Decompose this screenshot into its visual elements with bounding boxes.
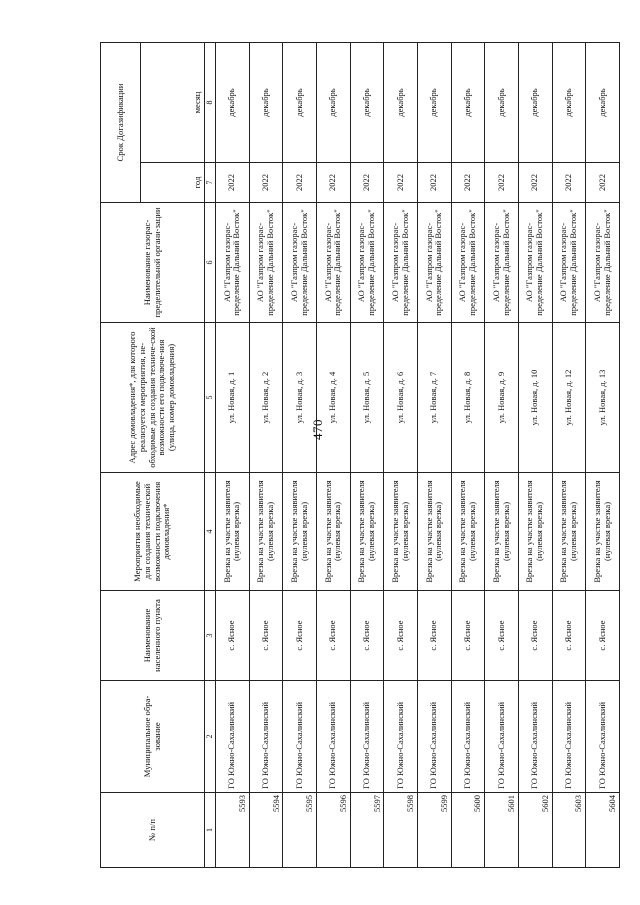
row-number: 5600 [451,793,485,868]
settlement-cell: с. Ясное [283,591,317,681]
column-index: 6 [205,203,216,323]
address-cell: ул. Новая, д. 8 [451,323,485,473]
year-cell: 2022 [384,163,418,203]
municipality-cell: ГО Южно-Сахалинский [216,681,250,793]
header-settlement: Наименование населенного пункта [101,591,205,681]
settlement-cell: с. Ясное [518,591,552,681]
year-cell: 2022 [451,163,485,203]
settlement-cell: с. Ясное [586,591,620,681]
column-index: 3 [205,591,216,681]
header-num: № п/п [101,793,205,868]
address-cell: ул. Новая, д. 1 [216,323,250,473]
municipality-cell: ГО Южно-Сахалинский [249,681,283,793]
row-number: 5603 [552,793,586,868]
table-row [586,43,620,868]
table-row [216,43,250,868]
year-cell: 2022 [216,163,250,203]
measure-cell: Врезка на участке заявителя (нулевая врезка) [350,473,384,591]
column-index: 4 [205,473,216,591]
table-row [249,43,283,868]
measure-cell: Врезка на участке заявителя (нулевая врезка) [283,473,317,591]
header-address: Адрес домовладения*, для которого реализуется мероприятия, не-обходимые для создания техниче-ской возможности его подключе-ния (улица, номер домовладения) [101,323,205,473]
gas-org-cell: АО "Газпром газорас-пределение Дальний Восток" [451,203,485,323]
gas-org-cell: АО "Газпром газорас-пределение Дальний Восток" [518,203,552,323]
settlement-cell: с. Ясное [316,591,350,681]
address-cell: ул. Новая, д. 7 [417,323,451,473]
month-cell: декабрь [451,43,485,163]
municipality-cell: ГО Южно-Сахалинский [552,681,586,793]
settlement-cell: с. Ясное [451,591,485,681]
month-cell: декабрь [283,43,317,163]
column-index: 7 [205,163,216,203]
measure-cell: Врезка на участке заявителя (нулевая врезка) [249,473,283,591]
month-cell: декабрь [350,43,384,163]
year-cell: 2022 [283,163,317,203]
measure-cell: Врезка на участке заявителя (нулевая врезка) [586,473,620,591]
row-number: 5598 [384,793,418,868]
measure-cell: Врезка на участке заявителя (нулевая врезка) [384,473,418,591]
gas-org-cell: АО "Газпром газорас-пределение Дальний Восток" [283,203,317,323]
municipality-cell: ГО Южно-Сахалинский [350,681,384,793]
measure-cell: Врезка на участке заявителя (нулевая врезка) [316,473,350,591]
settlement-cell: с. Ясное [249,591,283,681]
settlement-cell: с. Ясное [485,591,519,681]
month-cell: декабрь [485,43,519,163]
row-number: 5594 [249,793,283,868]
table-row [518,43,552,868]
table-row [417,43,451,868]
gas-org-cell: АО "Газпром газорас-пределение Дальний Восток" [384,203,418,323]
header-year: год [141,163,205,203]
column-index: 5 [205,323,216,473]
header-municipality: Муниципальное обра-зование [101,681,205,793]
header-org: Наименование газорас-пределительной органи-зации [101,203,205,323]
month-cell: декабрь [417,43,451,163]
settlement-cell: с. Ясное [552,591,586,681]
municipality-cell: ГО Южно-Сахалинский [586,681,620,793]
row-number: 5593 [216,793,250,868]
row-number: 5604 [586,793,620,868]
measure-cell: Врезка на участке заявителя (нулевая врезка) [417,473,451,591]
municipality-cell: ГО Южно-Сахалинский [283,681,317,793]
month-cell: декабрь [384,43,418,163]
table-row [552,43,586,868]
month-cell: декабрь [552,43,586,163]
municipality-cell: ГО Южно-Сахалинский [451,681,485,793]
table-row [316,43,350,868]
municipality-cell: ГО Южно-Сахалинский [518,681,552,793]
month-cell: декабрь [586,43,620,163]
year-cell: 2022 [552,163,586,203]
row-number: 5595 [283,793,317,868]
table-row [283,43,317,868]
measure-cell: Врезка на участке заявителя (нулевая врезка) [451,473,485,591]
year-cell: 2022 [417,163,451,203]
header-term: Срок Догазификации [101,43,141,203]
row-number: 5601 [485,793,519,868]
table-row [384,43,418,868]
gas-org-cell: АО "Газпром газорас-пределение Дальний Восток" [350,203,384,323]
gas-org-cell: АО "Газпром газорас-пределение Дальний Восток" [586,203,620,323]
gas-org-cell: АО "Газпром газорас-пределение Дальний Восток" [216,203,250,323]
address-cell: ул. Новая, д. 2 [249,323,283,473]
settlement-cell: с. Ясное [350,591,384,681]
table-row [451,43,485,868]
municipality-cell: ГО Южно-Сахалинский [485,681,519,793]
settlement-cell: с. Ясное [384,591,418,681]
measure-cell: Врезка на участке заявителя (нулевая врезка) [518,473,552,591]
gas-org-cell: АО "Газпром газорас-пределение Дальний Восток" [485,203,519,323]
table-body [216,43,620,868]
column-index: 2 [205,681,216,793]
table-header [101,43,216,868]
address-cell: ул. Новая, д. 5 [350,323,384,473]
year-cell: 2022 [518,163,552,203]
settlement-cell: с. Ясное [417,591,451,681]
table-row [485,43,519,868]
row-number: 5596 [316,793,350,868]
year-cell: 2022 [586,163,620,203]
address-cell: ул. Новая, д. 10 [518,323,552,473]
gas-org-cell: АО "Газпром газорас-пределение Дальний Восток" [249,203,283,323]
year-cell: 2022 [485,163,519,203]
table-row [350,43,384,868]
year-cell: 2022 [249,163,283,203]
measure-cell: Врезка на участке заявителя (нулевая врезка) [552,473,586,591]
row-number: 5597 [350,793,384,868]
municipality-cell: ГО Южно-Сахалинский [316,681,350,793]
settlement-cell: с. Ясное [216,591,250,681]
address-cell: ул. Новая, д. 12 [552,323,586,473]
measure-cell: Врезка на участке заявителя (нулевая врезка) [485,473,519,591]
address-cell: ул. Новая, д. 13 [586,323,620,473]
month-cell: декабрь [518,43,552,163]
row-number: 5602 [518,793,552,868]
month-cell: декабрь [316,43,350,163]
address-cell: ул. Новая, д. 9 [485,323,519,473]
measure-cell: Врезка на участке заявителя (нулевая врезка) [216,473,250,591]
gas-org-cell: АО "Газпром газорас-пределение Дальний Восток" [552,203,586,323]
header-measures: Мероприятия необходимые для создания технической возможности подключения домовладения* [101,473,205,591]
month-cell: декабрь [249,43,283,163]
rotated-table-wrapper [100,43,620,868]
month-cell: декабрь [216,43,250,163]
gasification-table [100,42,620,868]
column-index: 1 [205,793,216,868]
municipality-cell: ГО Южно-Сахалинский [384,681,418,793]
row-number: 5599 [417,793,451,868]
page-number: 470 [310,419,325,440]
gas-org-cell: АО "Газпром газорас-пределение Дальний Восток" [316,203,350,323]
address-cell: ул. Новая, д. 6 [384,323,418,473]
address-cell: ул. Новая, д. 3 [283,323,317,473]
column-index: 8 [205,43,216,163]
year-cell: 2022 [350,163,384,203]
year-cell: 2022 [316,163,350,203]
column-index-row [205,43,216,868]
header-month: месяц [141,43,205,163]
gas-org-cell: АО "Газпром газорас-пределение Дальний Восток" [417,203,451,323]
address-cell: ул. Новая, д. 4 [316,323,350,473]
municipality-cell: ГО Южно-Сахалинский [417,681,451,793]
